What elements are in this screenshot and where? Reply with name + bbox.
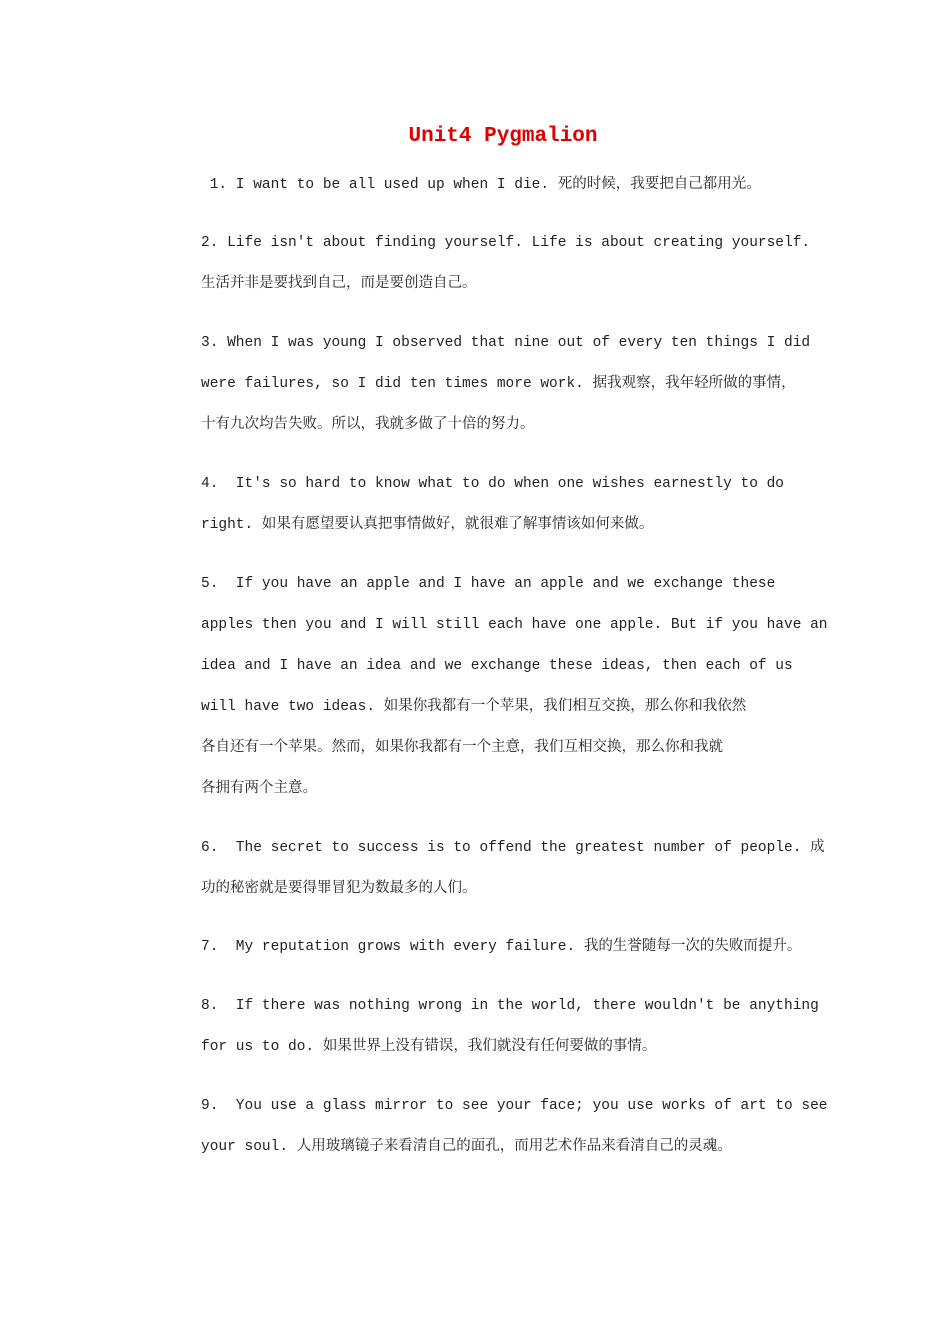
- quote-5-english: idea and I have an idea and we exchange these ideas, then each of us: [201, 658, 793, 674]
- quote-5-english: apples then you and I will still each have one apple. But if you have an: [201, 617, 828, 633]
- quote-5-chinese: 各自还有一个苹果。然而，如果你我都有一个主意，我们互相交换，那么你和我就: [201, 739, 723, 755]
- quote-5-english: 5. If you have an apple and I have an apple and we exchange these: [201, 576, 776, 592]
- quote-5-line-4: [201, 694, 746, 718]
- quote-8-chinese: 如果世界上没有错误，我们就没有任何要做的事情。: [322, 1038, 657, 1054]
- quote-1-line-1: [201, 172, 761, 196]
- quote-6-english: 6. The secret to success is to offend the greatest number of people.: [201, 840, 811, 856]
- quote-3-chinese: 据我观察，我年轻所做的事情，: [592, 375, 796, 391]
- quote-7-line-1: [201, 934, 801, 958]
- quote-9-english: your soul.: [201, 1139, 297, 1155]
- quote-1-english: 1. I want to be all used up when I die.: [201, 177, 558, 193]
- quote-5-line-5: [201, 735, 723, 759]
- document-title: Unit4 Pygmalion: [408, 125, 598, 148]
- quote-8-line-2: [201, 1034, 656, 1058]
- quote-9-english: 9. You use a glass mirror to see your face; you use works of art to see: [201, 1098, 828, 1114]
- quote-4-english: right.: [201, 517, 262, 533]
- quote-4-english: 4. It's so hard to know what to do when one wishes earnestly to do: [201, 476, 784, 492]
- quote-3-line-2: [201, 371, 796, 395]
- quote-3-english: 3. When I was young I observed that nine out of every ten things I did: [201, 335, 811, 351]
- quote-2-line-1: [201, 230, 810, 254]
- quote-5-english: will have two ideas.: [201, 699, 384, 715]
- quote-5-line-3: [201, 653, 793, 677]
- quote-2-english: 2. Life isn't about finding yourself. Life is about creating yourself.: [201, 235, 811, 251]
- quote-2-chinese: 生活并非是要找到自己，而是要创造自己。: [201, 275, 477, 291]
- quote-5-line-2: [201, 612, 828, 636]
- quote-2-line-2: [201, 271, 477, 295]
- quote-7-chinese: 我的生誉随每一次的失败而提升。: [583, 938, 802, 954]
- quote-5-line-6: [201, 776, 317, 800]
- quote-8-english: for us to do.: [201, 1039, 323, 1055]
- quote-7-english: 7. My reputation grows with every failure.: [201, 939, 584, 955]
- quote-8-line-1: [201, 993, 819, 1017]
- quote-5-chinese: 各拥有两个主意。: [201, 780, 317, 796]
- quote-4-line-2: [201, 512, 653, 536]
- quote-5-line-1: [201, 571, 775, 595]
- quote-5-chinese: 如果你我都有一个苹果，我们相互交换，那么你和我依然: [383, 698, 747, 714]
- quote-6-line-2: [201, 876, 477, 900]
- quote-9-chinese: 人用玻璃镜子来看清自己的面孔，而用艺术作品来看清自己的灵魂。: [296, 1138, 732, 1154]
- quote-3-line-3: [201, 412, 535, 436]
- quote-6-chinese: 成: [810, 839, 825, 855]
- quote-4-chinese: 如果有愿望要认真把事情做好，就很难了解事情该如何来做。: [261, 516, 654, 532]
- quote-3-line-1: [201, 330, 810, 354]
- quote-4-line-1: [201, 471, 784, 495]
- quote-6-line-1: [201, 835, 825, 859]
- quote-9-line-2: [201, 1134, 732, 1158]
- quote-8-english: 8. If there was nothing wrong in the world, there wouldn't be anything: [201, 998, 819, 1014]
- quote-3-english: were failures, so I did ten times more work.: [201, 376, 593, 392]
- quote-1-chinese: 死的时候，我要把自己都用光。: [557, 176, 761, 192]
- quote-9-line-1: [201, 1093, 828, 1117]
- quote-6-chinese: 功的秘密就是要得罪冒犯为数最多的人们。: [201, 880, 477, 896]
- quote-3-chinese: 十有九次均告失败。所以，我就多做了十倍的努力。: [201, 416, 535, 432]
